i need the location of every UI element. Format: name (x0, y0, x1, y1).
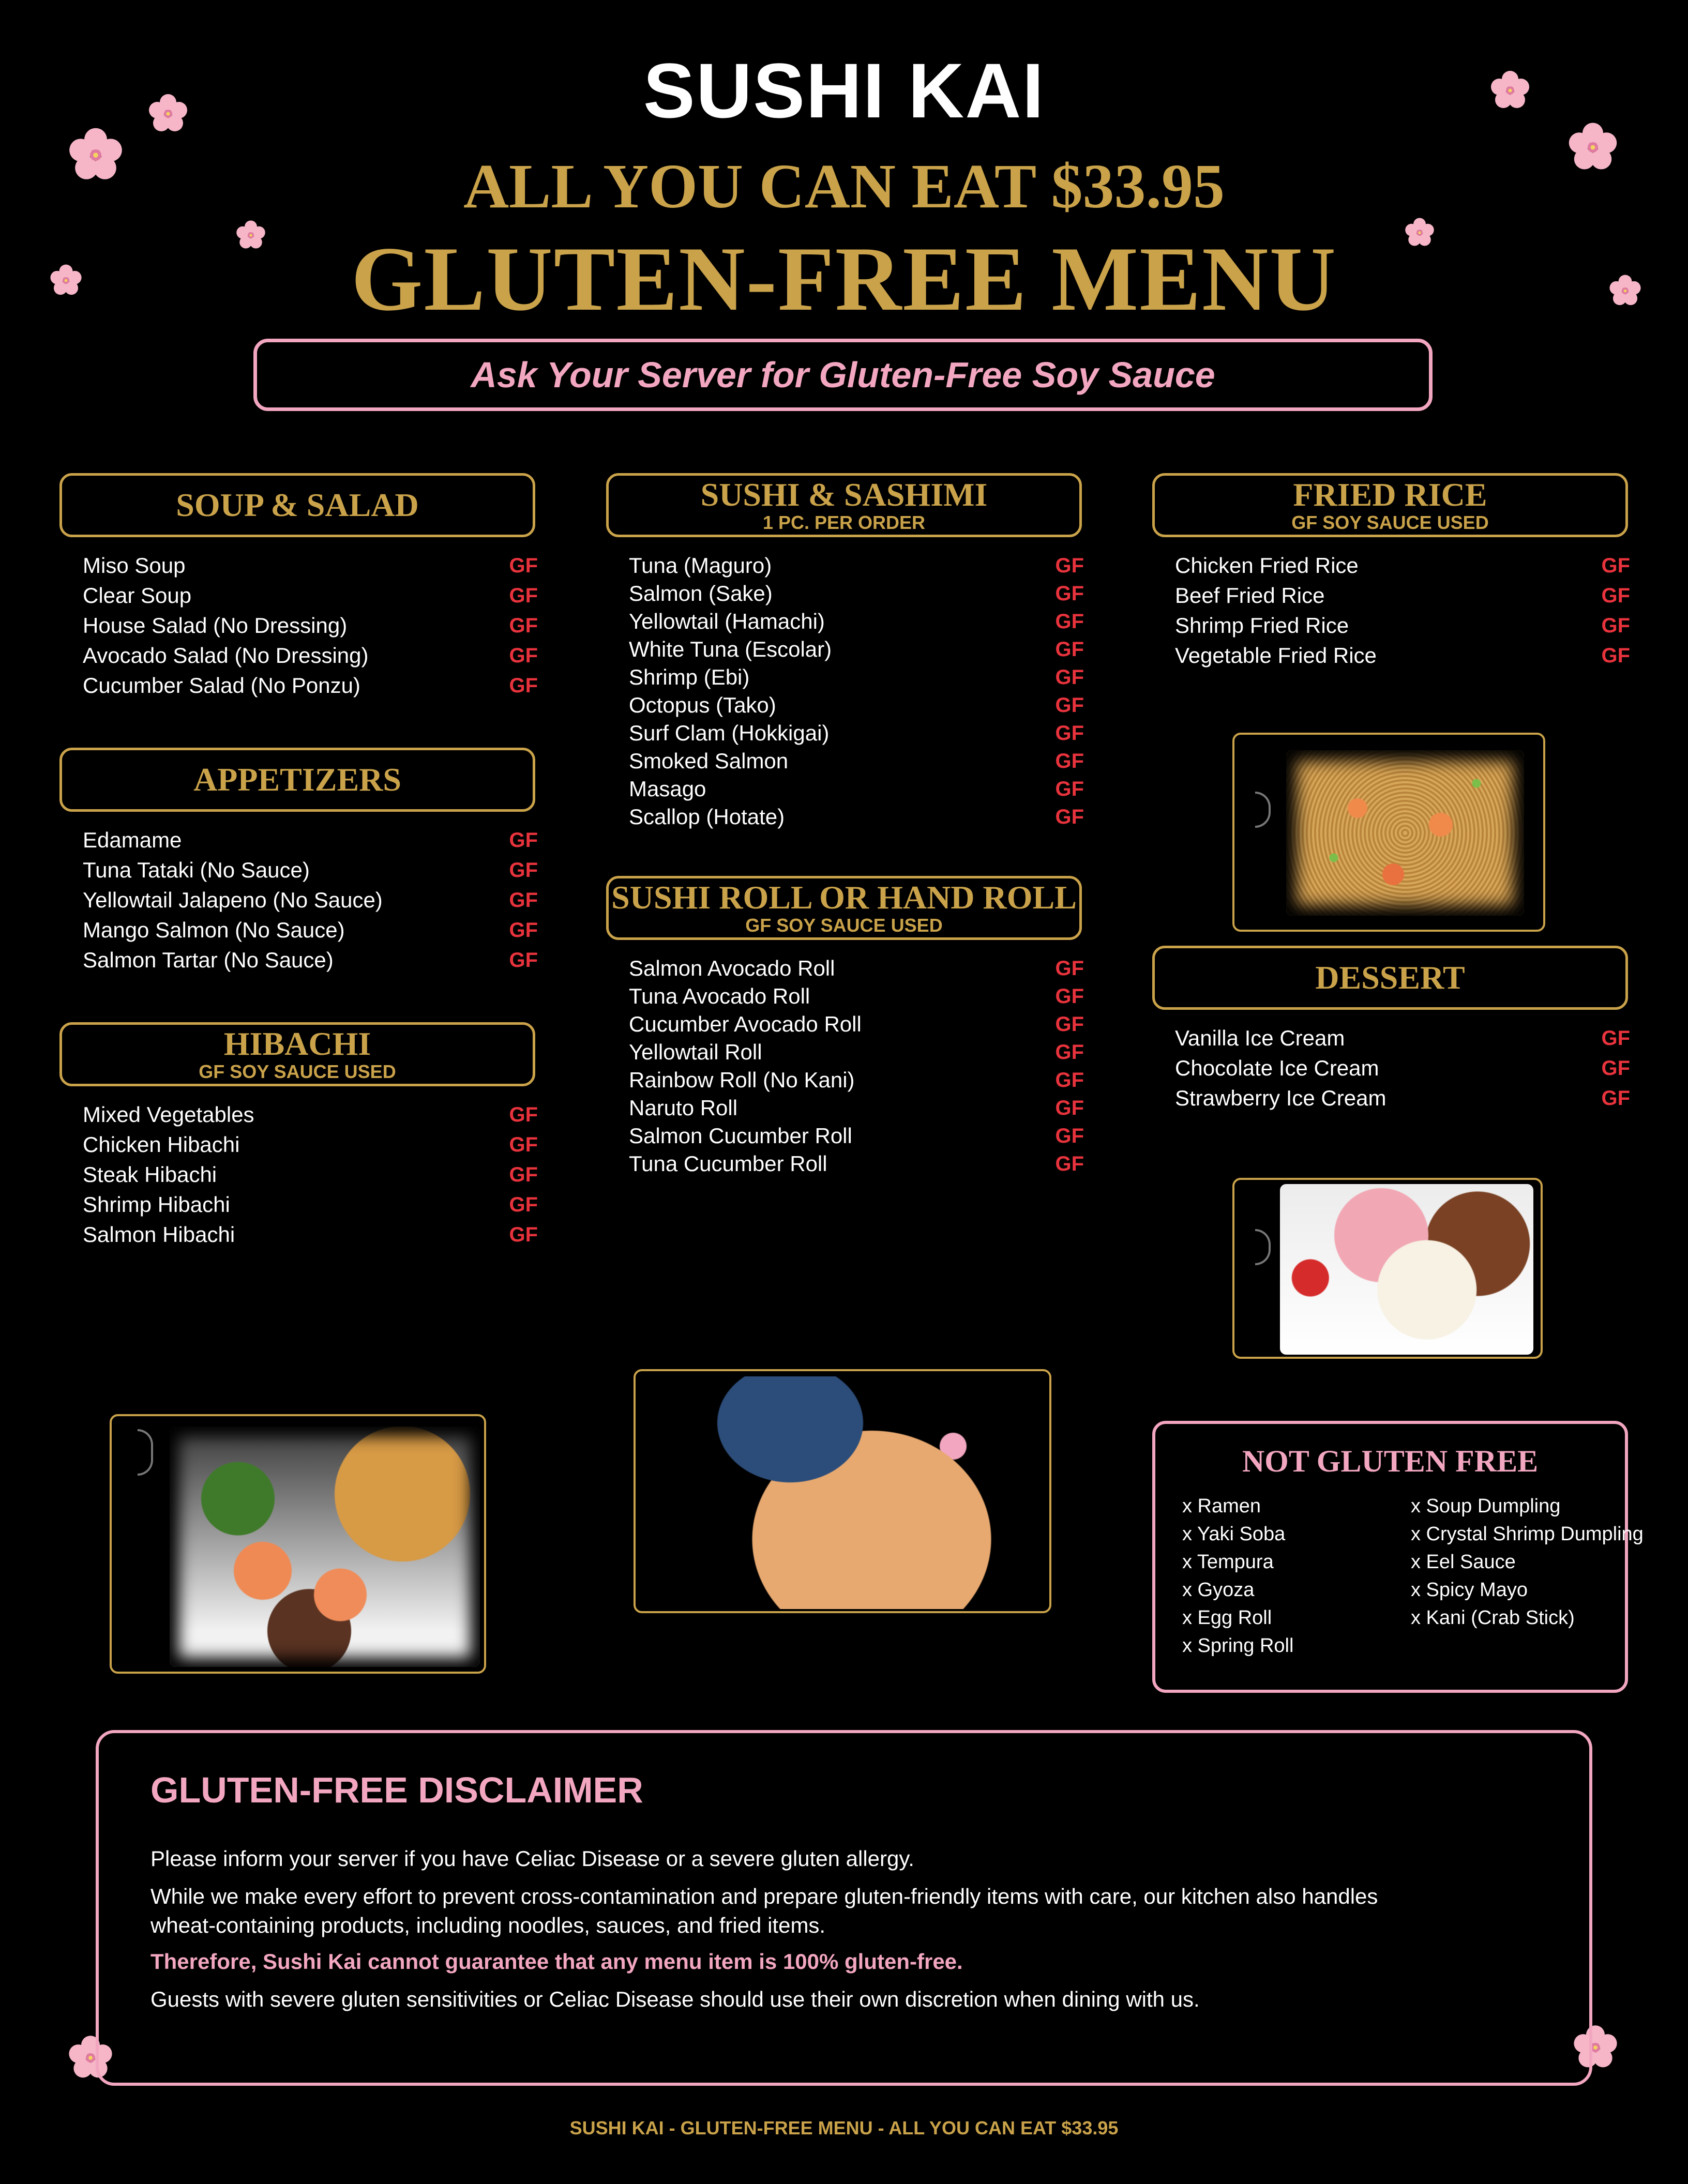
menu-item-name: Shrimp Fried Rice (1175, 613, 1349, 638)
menu-item (629, 1122, 1084, 1150)
not-gluten-free-item: x Gyoza (1182, 1579, 1255, 1601)
gf-badge: GF (1055, 805, 1084, 828)
gf-badge: GF (1055, 777, 1084, 800)
menu-item-name: Tuna Avocado Roll (629, 984, 810, 1008)
menu-item-name: Shrimp Hibachi (83, 1192, 230, 1217)
sushi-roll-list (629, 954, 1084, 1178)
gf-badge: GF (1055, 1096, 1084, 1119)
section-subtitle: GF SOY SAUCE USED (199, 1061, 396, 1082)
gf-badge: GF (509, 918, 538, 942)
not-gluten-free-item: x Kani (Crab Stick) (1411, 1607, 1575, 1629)
gf-badge: GF (1601, 1026, 1630, 1050)
menu-item-name: Clear Soup (83, 583, 192, 608)
section-subtitle: GF SOY SAUCE USED (1291, 512, 1489, 533)
dessert-list (1175, 1023, 1630, 1113)
gf-badge: GF (509, 1223, 538, 1246)
gf-badge: GF (509, 1163, 538, 1186)
gf-badge: GF (1055, 1124, 1084, 1147)
menu-item-name: Tuna (Maguro) (629, 553, 772, 578)
gf-badge: GF (1055, 693, 1084, 717)
footer-text: SUSHI KAI - GLUTEN-FREE MENU - ALL YOU CAN EAT $33.95 (569, 2117, 1119, 2138)
not-gluten-free-col-2 (1411, 1492, 1644, 1632)
gf-badge: GF (1601, 1086, 1630, 1110)
not-gluten-free-item: x Eel Sauce (1411, 1551, 1516, 1573)
not-gluten-free-item: x Egg Roll (1182, 1607, 1272, 1629)
page-title: SUSHI KAI (643, 47, 1045, 134)
gf-badge: GF (509, 644, 538, 667)
disclaimer-warning: Therefore, Sushi Kai cannot guarantee that any menu item is 100% gluten-free. (150, 1949, 963, 1974)
menu-item (83, 1190, 538, 1220)
disclaimer-paragraph: Please inform your server if you have Celiac Disease or a severe gluten allergy. (150, 1846, 914, 1871)
menu-item-name: Yellowtail (Hamachi) (629, 609, 825, 633)
gf-badge: GF (1055, 1068, 1084, 1091)
menu-item-name: Steak Hibachi (83, 1162, 217, 1187)
section-sushi-sashimi (606, 473, 1082, 537)
section-sushi-roll (606, 876, 1082, 940)
gf-badge: GF (509, 584, 538, 607)
menu-item (629, 747, 1084, 775)
menu-item (83, 1220, 538, 1250)
menu-item (1175, 551, 1630, 581)
section-title: SUSHI & SASHIMI (700, 476, 988, 513)
sushi-sashimi-list (629, 552, 1084, 831)
menu-item-name: House Salad (No Dressing) (83, 613, 348, 638)
menu-item (1175, 1083, 1630, 1113)
menu-item-name: Tuna Cucumber Roll (629, 1151, 827, 1176)
section-dessert (1152, 946, 1628, 1010)
disclaimer-paragraph: While we make every effort to prevent cross-contamination and prepare gluten-friendly items with care, our kitchen also handles wheat-containing products, including noodles, sauces, and fried items. (150, 1884, 1378, 1937)
menu-item-name: Naruto Roll (629, 1096, 738, 1120)
gf-badge: GF (509, 1193, 538, 1216)
menu-item (629, 1150, 1084, 1178)
menu-item-name: Scallop (Hotate) (629, 805, 785, 829)
menu-item (83, 1130, 538, 1160)
section-title: HIBACHI (223, 1025, 371, 1062)
menu-item (629, 954, 1084, 982)
disclaimer-paragraph: Guests with severe gluten sensitivities or Celiac Disease should use their own discretion when dining with us. (150, 1987, 1200, 2011)
section-title: APPETIZERS (193, 761, 401, 798)
menu-item (1175, 1023, 1630, 1053)
ice-cream-image (1280, 1184, 1533, 1355)
menu-item (629, 1038, 1084, 1066)
menu-item (83, 581, 538, 611)
menu-item (83, 885, 538, 915)
menu-item (1175, 581, 1630, 611)
gf-badge: GF (1601, 1056, 1630, 1080)
sushi-boat-photo (634, 1369, 1051, 1613)
menu-item (629, 552, 1084, 580)
gf-badge: GF (1055, 721, 1084, 745)
gf-badge: GF (1055, 1152, 1084, 1175)
menu-item-name: Chocolate Ice Cream (1175, 1056, 1379, 1080)
price-subtitle: ALL YOU CAN EAT $33.95 (463, 151, 1225, 221)
gf-badge: GF (509, 1103, 538, 1126)
section-hibachi (59, 1022, 535, 1086)
menu-item (629, 691, 1084, 719)
menu-item (629, 663, 1084, 691)
section-subtitle: GF SOY SAUCE USED (745, 915, 943, 936)
menu-item-name: White Tuna (Escolar) (629, 637, 832, 661)
soup-salad-list (83, 551, 538, 701)
disclaimer-box (96, 1730, 1592, 2086)
soy-sauce-note-text: Ask Your Server for Gluten-Free Soy Sauce (471, 355, 1215, 395)
menu-item-name: Smoked Salmon (629, 749, 789, 773)
gf-badge: GF (1601, 554, 1630, 577)
menu-item (629, 803, 1084, 831)
menu-item-name: Rainbow Roll (No Kani) (629, 1068, 855, 1092)
menu-item-name: Avocado Salad (No Dressing) (83, 643, 369, 668)
section-title: DESSERT (1315, 959, 1465, 996)
gf-badge: GF (1601, 614, 1630, 637)
fried-rice-image (1286, 750, 1524, 916)
menu-item (629, 719, 1084, 747)
menu-item-name: Edamame (83, 828, 182, 852)
menu-item (1175, 1053, 1630, 1083)
menu-item (83, 1100, 538, 1130)
gf-badge: GF (1055, 1012, 1084, 1036)
menu-item (629, 635, 1084, 663)
menu-item (629, 1094, 1084, 1122)
menu-item-name: Salmon Cucumber Roll (629, 1124, 852, 1148)
not-gluten-free-item: x Crystal Shrimp Dumpling (1411, 1523, 1644, 1545)
menu-item (83, 1160, 538, 1190)
menu-item-name: Octopus (Tako) (629, 693, 776, 717)
menu-item (629, 775, 1084, 803)
menu-item-name: Chicken Fried Rice (1175, 553, 1359, 578)
not-gluten-free-item: x Spring Roll (1182, 1635, 1294, 1657)
gf-badge: GF (1055, 610, 1084, 633)
menu-item (629, 982, 1084, 1010)
gf-badge: GF (509, 614, 538, 637)
gf-badge: GF (509, 888, 538, 912)
gf-badge: GF (1055, 984, 1084, 1008)
menu-item (1175, 611, 1630, 641)
menu-item-name: Tuna Tataki (No Sauce) (83, 858, 310, 882)
gf-badge: GF (1055, 638, 1084, 661)
appetizers-list (83, 825, 538, 975)
gf-badge: GF (509, 948, 538, 972)
menu-title: GLUTEN-FREE MENU (351, 228, 1337, 330)
menu-item (83, 611, 538, 641)
ice-cream-photo (1232, 1178, 1543, 1359)
menu-item (629, 1066, 1084, 1094)
menu-item (629, 608, 1084, 635)
menu-item-name: Cucumber Salad (No Ponzu) (83, 673, 360, 697)
not-gluten-free-col-1 (1182, 1492, 1293, 1660)
menu-item (629, 580, 1084, 608)
gf-badge: GF (1055, 957, 1084, 980)
gf-badge: GF (1055, 582, 1084, 605)
gf-badge: GF (509, 674, 538, 697)
menu-item (83, 855, 538, 885)
menu-item-name: Surf Clam (Hokkigai) (629, 721, 830, 745)
menu-item (1175, 641, 1630, 671)
not-gluten-free-item: x Yaki Soba (1182, 1523, 1286, 1545)
menu-item-name: Yellowtail Roll (629, 1040, 762, 1064)
menu-item-name: Vanilla Ice Cream (1175, 1026, 1345, 1050)
menu-item-name: Beef Fried Rice (1175, 583, 1325, 608)
hibachi-photo (110, 1414, 486, 1674)
not-gluten-free-item: x Soup Dumpling (1411, 1495, 1561, 1517)
gf-badge: GF (1055, 554, 1084, 577)
menu-item-name: Vegetable Fried Rice (1175, 643, 1377, 668)
gf-badge: GF (1055, 1040, 1084, 1064)
section-appetizers (59, 748, 535, 812)
section-title: FRIED RICE (1293, 476, 1487, 513)
not-gluten-free-box (1152, 1421, 1644, 1693)
gf-badge: GF (509, 554, 538, 577)
menu-item-name: Chicken Hibachi (83, 1132, 240, 1157)
not-gluten-free-item: x Tempura (1182, 1551, 1274, 1573)
menu-item-name: Salmon (Sake) (629, 581, 773, 605)
hibachi-image (170, 1427, 480, 1667)
menu-item (83, 641, 538, 671)
menu-item (83, 945, 538, 975)
gf-badge: GF (509, 828, 538, 852)
fried-rice-photo (1232, 733, 1545, 932)
not-gluten-free-item: x Ramen (1182, 1495, 1261, 1517)
section-title: SUSHI ROLL OR HAND ROLL (611, 879, 1077, 916)
menu-item (83, 551, 538, 581)
menu-item-name: Yellowtail Jalapeno (No Sauce) (83, 888, 383, 912)
section-title: SOUP & SALAD (176, 487, 419, 523)
menu-item-name: Strawberry Ice Cream (1175, 1086, 1386, 1110)
menu-item (83, 825, 538, 855)
soy-sauce-note (253, 339, 1433, 411)
not-gluten-free-title: NOT GLUTEN FREE (1242, 1444, 1539, 1478)
menu-item-name: Mango Salmon (No Sauce) (83, 918, 345, 942)
gf-badge: GF (1601, 644, 1630, 667)
menu-item-name: Salmon Hibachi (83, 1222, 235, 1247)
not-gluten-free-item: x Spicy Mayo (1411, 1579, 1528, 1601)
menu-item (83, 915, 538, 945)
menu-item-name: Shrimp (Ebi) (629, 665, 750, 689)
sushi-boat-image (692, 1376, 1018, 1609)
gf-badge: GF (509, 1133, 538, 1156)
section-soup-salad (59, 473, 535, 537)
section-subtitle: 1 PC. PER ORDER (762, 512, 926, 533)
gf-badge: GF (1601, 584, 1630, 607)
menu-item-name: Mixed Vegetables (83, 1102, 254, 1127)
menu-item-name: Masago (629, 777, 706, 801)
menu-item-name: Miso Soup (83, 553, 186, 578)
menu-item-name: Cucumber Avocado Roll (629, 1012, 862, 1036)
menu-item-name: Salmon Tartar (No Sauce) (83, 948, 334, 972)
hibachi-list (83, 1100, 538, 1250)
gf-badge: GF (509, 858, 538, 882)
disclaimer-title: GLUTEN-FREE DISCLAIMER (150, 1770, 643, 1810)
gf-badge: GF (1055, 749, 1084, 772)
section-fried-rice (1152, 473, 1628, 537)
fried-rice-list (1175, 551, 1630, 671)
menu-item (83, 671, 538, 701)
gf-badge: GF (1055, 665, 1084, 689)
menu-item-name: Salmon Avocado Roll (629, 956, 835, 980)
menu-item (629, 1010, 1084, 1038)
